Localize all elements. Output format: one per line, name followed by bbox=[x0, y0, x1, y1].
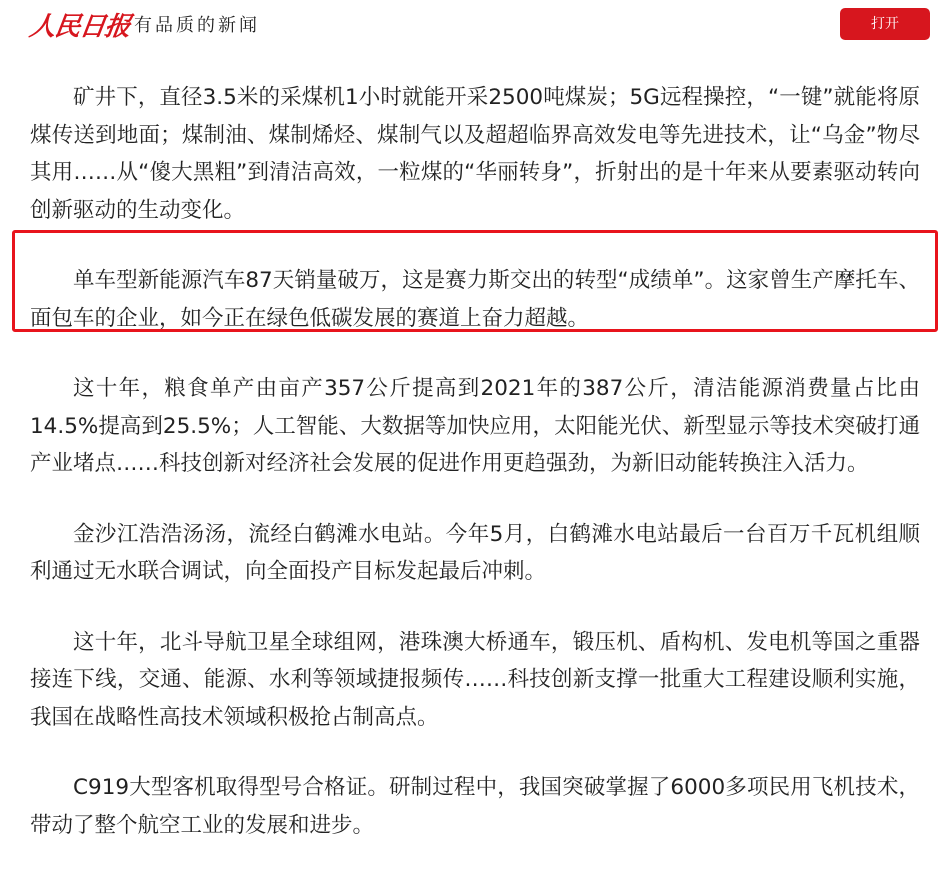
paragraph: 金沙江浩浩汤汤，流经白鹤滩水电站。今年5月，白鹤滩水电站最后一台百万千瓦机组顺利通过无水联合调试，向全面投产目标发起最后冲刺。 bbox=[30, 521, 920, 584]
people-daily-logo[interactable] bbox=[27, 8, 132, 42]
paragraph: 这十年，北斗导航卫星全球组网，港珠澳大桥通车，锻压机、盾构机、发电机等国之重器接连下线，交通、能源、水利等领域捷报频传……科技创新支撑一批重大工程建设顺利实施，我国在战略性高技术领域积极抢占制高点。 bbox=[30, 629, 920, 730]
paragraph: C919大型客机取得型号合格证。研制过程中，我国突破掌握了6000多项民用飞机技术，带动了整个航空工业的发展和进步。 bbox=[30, 775, 920, 838]
open-app-button[interactable]: 打开 bbox=[840, 8, 930, 40]
logo-text: 人民日报 bbox=[27, 11, 132, 42]
paragraph: 矿井下，直径3.5米的采煤机1小时就能开采2500吨煤炭；5G远程操控，“一键”就能将原煤传送到地面；煤制油、煤制烯烃、煤制气以及超超临界高效发电等先进技术，让“乌金”物尽其用……从“傻大黑粗”到清洁高效，一粒煤的“华丽转身”，折射出的是十年来从要素驱动转向创新驱动的生动变化。 bbox=[30, 85, 920, 223]
paragraph: 这十年，粮食单产由亩产357公斤提高到2021年的387公斤，清洁能源消费量占比由14.5%提高到25.5%；人工智能、大数据等加快应用，太阳能光伏、新型显示等技术突破打通产业堵点……科技创新对经济社会发展的促进作用更趋强劲，为新旧动能转换注入活力。 bbox=[30, 376, 920, 476]
slogan: 有品质的新闻 bbox=[134, 15, 260, 36]
top-bar bbox=[0, 0, 951, 48]
article-body bbox=[30, 79, 920, 877]
highlighted-paragraph: 单车型新能源汽车87天销量破万，这是赛力斯交出的转型“成绩单”。这家曾生产摩托车、面包车的企业，如今正在绿色低碳发展的赛道上奋力超越。 bbox=[30, 268, 920, 331]
